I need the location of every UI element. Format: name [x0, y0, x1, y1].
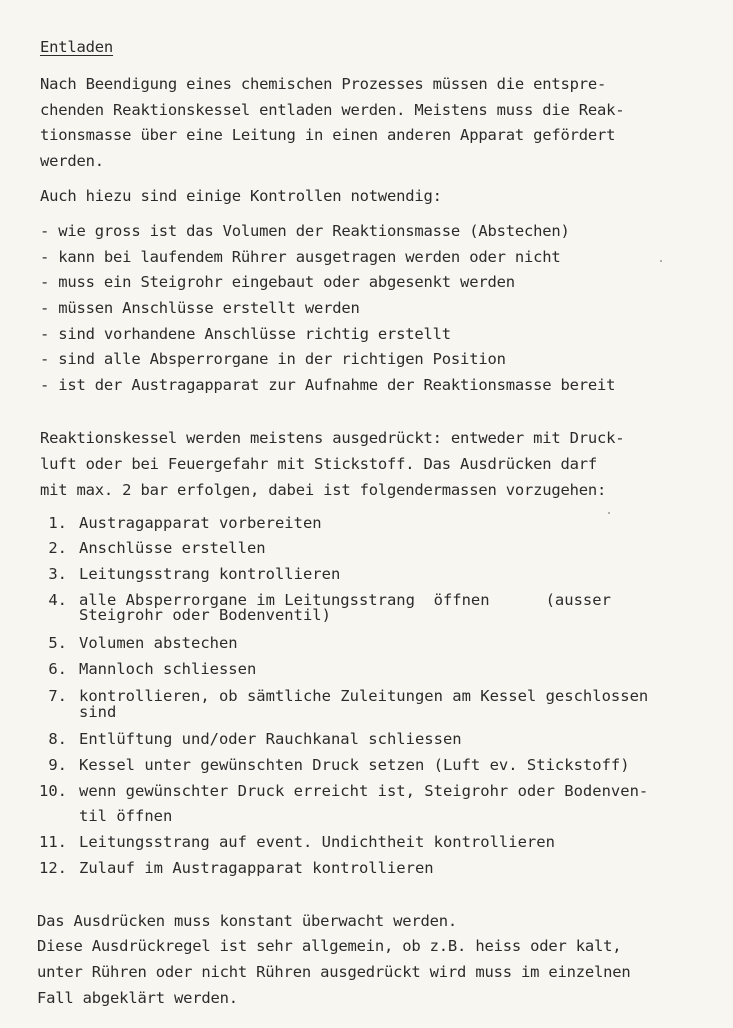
- step-text: Kessel unter gewünschten Druck setzen (Luft ev. Stickstoff): [79, 756, 630, 774]
- step-number: 8.: [48, 730, 67, 748]
- step-text: kontrollieren, ob sämtliche Zuleitungen am Kessel geschlossen: [79, 687, 649, 705]
- step-text: Austragapparat vorbereiten: [79, 514, 322, 532]
- step-text: wenn gewünschter Druck erreicht ist, Steigrohr oder Bodenven-: [79, 782, 649, 800]
- para3-line-2: luft oder bei Feuergefahr mit Stickstoff. Das Ausdrücken darf: [40, 455, 598, 473]
- check-item: - sind alle Absperrorgane in der richtigen Position: [40, 350, 506, 368]
- step-number: 5.: [48, 634, 67, 652]
- step-text: Volumen abstechen: [79, 634, 238, 652]
- check-item: - muss ein Steigrohr eingebaut oder abgesenkt werden: [40, 273, 515, 291]
- para3-line-3: mit max. 2 bar erfolgen, dabei ist folgendermassen vorzugehen:: [40, 481, 607, 499]
- step-number: 11.: [39, 833, 67, 851]
- scan-speck: [660, 260, 662, 262]
- step-text: alle Absperrorgane im Leitungsstrang öffnen (ausser: [79, 591, 611, 609]
- step-text: Leitungsstrang auf event. Undichtheit kontrollieren: [79, 833, 555, 851]
- step-text-continued: sind: [79, 703, 117, 721]
- step-text: Anschlüsse erstellen: [79, 539, 266, 557]
- step-number: 6.: [48, 660, 67, 678]
- step-number: 1.: [48, 514, 67, 532]
- step-number: 3.: [48, 565, 67, 583]
- para4-line-3: unter Rühren oder nicht Rühren ausgedrückt wird muss im einzelnen: [37, 963, 631, 981]
- section-title: Entladen: [40, 38, 114, 56]
- para1-line-1: Nach Beendigung eines chemischen Prozesses müssen die entspre-: [40, 75, 607, 93]
- para2-line: Auch hiezu sind einige Kontrollen notwendig:: [40, 187, 442, 205]
- para1-line-3: tionsmasse über eine Leitung in einen anderen Apparat gefördert: [40, 126, 616, 144]
- step-text-continued: Steigrohr oder Bodenventil): [79, 606, 331, 624]
- step-text-continued: til öffnen: [79, 807, 173, 825]
- step-text: Entlüftung und/oder Rauchkanal schliessen: [79, 730, 462, 748]
- scan-speck: [608, 512, 610, 514]
- para1-line-4: werden.: [40, 152, 104, 170]
- para4-line-2: Diese Ausdrückregel ist sehr allgemein, ob z.B. heiss oder kalt,: [37, 937, 622, 955]
- para4-line-4: Fall abgeklärt werden.: [37, 989, 238, 1007]
- step-number: 12.: [39, 859, 67, 877]
- check-item: - ist der Austragapparat zur Aufnahme der Reaktionsmasse bereit: [40, 376, 616, 394]
- step-text: Leitungsstrang kontrollieren: [79, 565, 341, 583]
- check-item: - sind vorhandene Anschlüsse richtig erstellt: [40, 325, 451, 343]
- para1-line-2: chenden Reaktionskessel entladen werden. Meistens muss die Reak-: [40, 101, 625, 119]
- step-number: 9.: [48, 756, 67, 774]
- step-text: Mannloch schliessen: [79, 660, 257, 678]
- step-number: 10.: [39, 782, 67, 800]
- step-text: Zulauf im Austragapparat kontrollieren: [79, 859, 434, 877]
- step-number: 7.: [48, 687, 67, 705]
- check-item: - kann bei laufendem Rührer ausgetragen werden oder nicht: [40, 248, 561, 266]
- step-number: 4.: [48, 591, 67, 609]
- check-item: - müssen Anschlüsse erstellt werden: [40, 299, 360, 317]
- check-item: - wie gross ist das Volumen der Reaktionsmasse (Abstechen): [40, 222, 570, 240]
- step-number: 2.: [48, 539, 67, 557]
- para4-line-1: Das Ausdrücken muss konstant überwacht werden.: [37, 912, 458, 930]
- para3-line-1: Reaktionskessel werden meistens ausgedrückt: entweder mit Druck-: [40, 429, 625, 447]
